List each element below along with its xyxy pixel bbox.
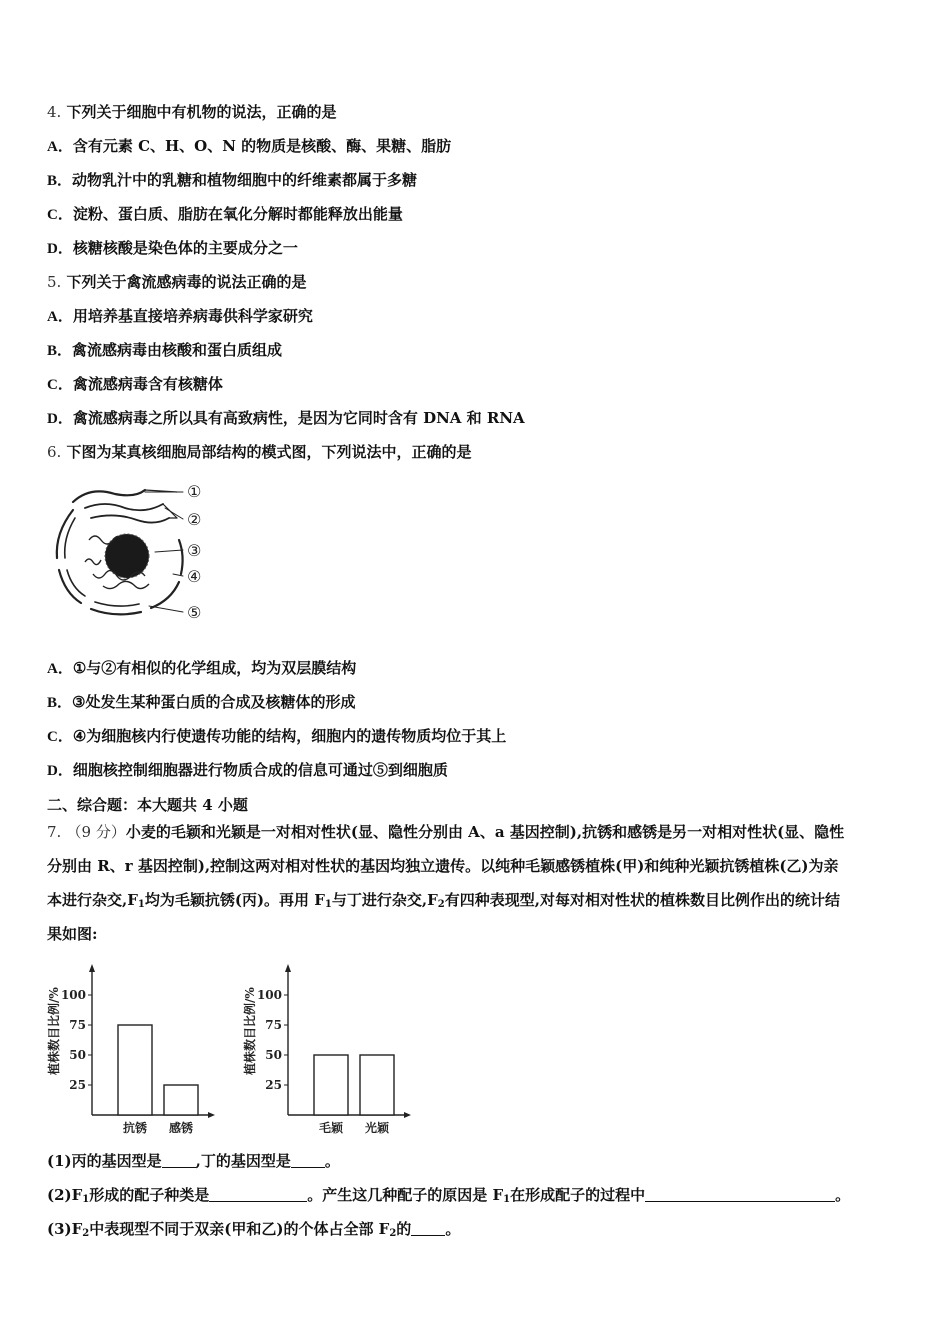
option-label: A． — [47, 661, 73, 677]
answer-blank[interactable] — [645, 1187, 835, 1202]
subq-text: (3)F — [47, 1220, 83, 1238]
q4-option-c — [47, 204, 403, 225]
y-axis-arrow — [285, 964, 291, 972]
envelope-arc-bottom — [91, 609, 141, 614]
q7-line-4: 果如图: — [47, 925, 98, 943]
option-text: 细胞核控制细胞器进行物质合成的信息可通过⑤到细胞质 — [72, 761, 448, 779]
y-tick-label: 100 — [60, 988, 86, 1002]
subq-text: 中表现型不同于双亲(甲和乙)的个体占全部 F — [89, 1220, 390, 1238]
y-axis-label: 植株数目比例/% — [47, 987, 61, 1075]
q5-number: 5. — [47, 273, 62, 291]
q6-option-c — [47, 726, 506, 747]
q5-stem — [47, 272, 307, 292]
subq-text: 形成的配子种类是 — [89, 1186, 210, 1204]
y-tick-label: 75 — [265, 1018, 282, 1032]
q6-option-d — [47, 760, 448, 781]
x-tick-label: 毛颖 — [318, 1121, 344, 1135]
subq-text: 的 — [396, 1220, 412, 1238]
option-text: 核糖核酸是染色体的主要成分之一 — [72, 239, 298, 257]
q7-line-1 — [47, 815, 907, 849]
q7-text-1: 小麦的毛颖和光颖是一对相对性状(显、隐性分别由 A、a 基因控制),抗锈和感锈是另一对相对性状(显、隐性 — [125, 823, 845, 841]
option-text: 动物乳汁中的乳糖和植物细胞中的纤维素都属于多糖 — [72, 171, 418, 189]
x-tick-label: 抗锈 — [122, 1121, 148, 1135]
option-label: B． — [47, 343, 73, 359]
y-axis-label: 植株数目比例/% — [243, 987, 257, 1075]
q5-stem-text: 下列关于禽流感病毒的说法正确的是 — [66, 273, 307, 291]
y-tick-label: 25 — [69, 1078, 86, 1092]
option-text: 用培养基直接培养病毒供科学家研究 — [72, 307, 313, 325]
option-label: D． — [47, 411, 73, 427]
subscript: 1 — [503, 1194, 511, 1205]
figure-label-5: ⑤ — [187, 603, 202, 622]
option-label: D． — [47, 763, 73, 779]
subscript: 1 — [82, 1194, 90, 1205]
figure-label-2: ② — [187, 510, 202, 529]
q4-stem-text: 下列关于细胞中有机物的说法，正确的是 — [66, 103, 337, 121]
subq-text: 。 — [445, 1220, 461, 1238]
option-label: B． — [47, 173, 73, 189]
bar-chart-rust — [46, 960, 226, 1140]
option-text: ①与②有相似的化学组成，均为双层膜结构 — [72, 659, 357, 677]
y-tick-label: 25 — [265, 1078, 282, 1092]
option-label: A． — [47, 309, 73, 325]
option-label: C． — [47, 207, 73, 223]
subq-text: (1)丙的基因型是 — [47, 1152, 162, 1170]
q7-subquestion-2 — [47, 1185, 850, 1205]
figure-label-3: ③ — [187, 541, 202, 560]
q4-option-b — [47, 170, 417, 191]
subq-text: 。 — [324, 1152, 340, 1170]
answer-blank[interactable] — [411, 1221, 445, 1236]
y-tick-label: 75 — [69, 1018, 86, 1032]
bar-感锈 — [164, 1085, 198, 1115]
option-text: ④为细胞核内行使遗传功能的结构，细胞内的遗传物质均位于其上 — [72, 727, 507, 745]
subq-text: 。 — [835, 1186, 851, 1204]
bar-chart-glume — [242, 960, 422, 1140]
bar-毛颖 — [314, 1055, 348, 1115]
q7-text-3b: 均为毛颖抗锈(丙)。再用 F — [144, 891, 325, 909]
option-text: 含有元素 C、H、O、N 的物质是核酸、酶、果糖、脂肪 — [72, 137, 452, 155]
option-text: 禽流感病毒之所以具有高致病性，是因为它同时含有 DNA 和 RNA — [72, 409, 525, 427]
subscript: 2 — [389, 1228, 397, 1239]
y-tick-label: 50 — [69, 1048, 86, 1062]
figure-label-4: ④ — [187, 567, 202, 586]
q5-option-d — [47, 408, 525, 429]
option-text: 淀粉、蛋白质、脂肪在氧化分解时都能释放出能量 — [72, 205, 403, 223]
subscript: 2 — [82, 1228, 90, 1239]
option-label: A． — [47, 139, 73, 155]
q7-subquestion-1 — [47, 1151, 340, 1171]
section-title: 二、综合题：本大题共 4 小题 — [47, 796, 248, 814]
q4-stem — [47, 102, 337, 122]
subq-text: ,丁的基因型是 — [195, 1152, 291, 1170]
x-axis-arrow — [404, 1112, 411, 1118]
q7-line-3 — [47, 883, 907, 917]
q6-stem-text: 下图为某真核细胞局部结构的模式图，下列说法中，正确的是 — [66, 443, 472, 461]
x-axis-arrow — [208, 1112, 215, 1118]
option-label: B． — [47, 695, 73, 711]
q6-stem — [47, 442, 472, 462]
y-axis-arrow — [89, 964, 95, 972]
y-tick-label: 50 — [265, 1048, 282, 1062]
nucleus-diagram — [45, 478, 215, 628]
subq-text: (2)F — [47, 1186, 83, 1204]
option-label: C． — [47, 377, 73, 393]
subscript: 2 — [437, 899, 445, 910]
answer-blank[interactable] — [162, 1153, 196, 1168]
y-tick-label: 100 — [256, 988, 282, 1002]
q4-number: 4. — [47, 103, 62, 121]
q7-text-3c: 与丁进行杂交,F — [331, 891, 438, 909]
answer-blank[interactable] — [209, 1187, 307, 1202]
q7-stem — [47, 815, 907, 951]
q7-number: 7. — [47, 823, 62, 841]
subscript: 1 — [324, 899, 332, 910]
envelope-arc-right-bottom — [151, 582, 179, 608]
q7-score: （9 分） — [66, 823, 126, 841]
q7-text-3a: 本进行杂交,F — [47, 891, 138, 909]
option-text: 禽流感病毒含有核糖体 — [72, 375, 223, 393]
option-label: D． — [47, 241, 73, 257]
q7-line-2: 分别由 R、r 基因控制),控制这两对相对性状的基因均独立遗传。以纯种毛颖感锈植株(甲)和纯种光颖抗锈植株(乙)为亲 — [47, 857, 839, 875]
q5-option-b — [47, 340, 282, 361]
option-text: ③处发生某种蛋白质的合成及核糖体的形成 — [72, 693, 356, 711]
bar-光颖 — [360, 1055, 394, 1115]
q6-number: 6. — [47, 443, 62, 461]
q4-option-d — [47, 238, 298, 259]
q4-option-a — [47, 136, 451, 157]
option-label: C． — [47, 729, 73, 745]
q7-subquestion-3 — [47, 1219, 460, 1239]
q6-option-b — [47, 692, 355, 713]
figure-label-1: ① — [187, 482, 202, 501]
subq-text: 在形成配子的过程中 — [510, 1186, 646, 1204]
q7-text-3d: 有四种表现型,对每对相对性状的植株数目比例作出的统计结 — [444, 891, 840, 909]
q6-option-a — [47, 658, 356, 679]
q5-option-a — [47, 306, 313, 327]
q5-option-c — [47, 374, 223, 395]
x-tick-label: 光颖 — [364, 1121, 390, 1135]
subq-text: 。产生这几种配子的原因是 F — [307, 1186, 504, 1204]
x-tick-label: 感锈 — [168, 1121, 194, 1135]
envelope-arc-left-bottom — [59, 570, 81, 603]
option-text: 禽流感病毒由核酸和蛋白质组成 — [72, 341, 283, 359]
bar-抗锈 — [118, 1025, 152, 1115]
answer-blank[interactable] — [291, 1153, 325, 1168]
subscript: 1 — [137, 899, 145, 910]
